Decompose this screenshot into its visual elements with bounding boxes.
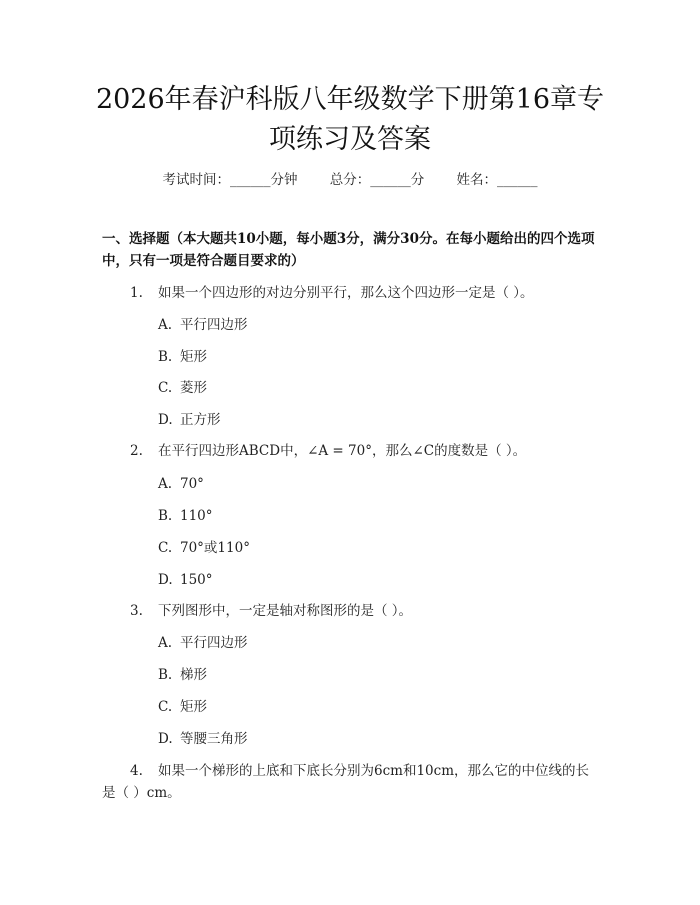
question-text: 在平行四边形ABCD中，∠A = 70°，那么∠C的度数是（ ）。 (158, 443, 527, 459)
question-2 (102, 440, 602, 462)
option-1a (158, 314, 248, 336)
question-1 (102, 282, 602, 304)
option-text: 矩形 (180, 349, 207, 365)
question-3 (102, 600, 602, 622)
exam-meta (0, 168, 700, 188)
question-text: 如果一个梯形的上底和下底长分别为6cm和10cm，那么它的中位线的长是（ ）cm。 (102, 763, 589, 801)
option-3a (158, 632, 248, 654)
option-text: 菱形 (180, 380, 207, 396)
option-text: 等腰三角形 (180, 731, 248, 747)
option-letter: D. (158, 412, 173, 428)
exam-time: 考试时间：______分钟 (162, 172, 298, 188)
option-letter: A. (158, 635, 173, 651)
option-2a (158, 473, 204, 495)
option-letter: A. (158, 317, 173, 333)
question-text: 下列图形中，一定是轴对称图形的是（ ）。 (158, 603, 413, 619)
option-text: 梯形 (180, 667, 207, 683)
option-letter: A. (158, 476, 173, 492)
option-letter: C. (158, 699, 173, 715)
student-name: 姓名：______ (456, 172, 538, 188)
option-3c (158, 696, 207, 718)
question-4 (102, 760, 602, 804)
document-title: 2026年春沪科版八年级数学下册第16章专项练习及答案 (95, 84, 605, 155)
option-text: 矩形 (180, 699, 207, 715)
option-1b (158, 346, 207, 368)
question-text: 如果一个四边形的对边分别平行，那么这个四边形一定是（ ）。 (158, 285, 534, 301)
option-letter: D. (158, 572, 173, 588)
question-number: 2. (130, 443, 143, 459)
option-letter: C. (158, 540, 173, 556)
question-number: 1. (130, 285, 143, 301)
question-number: 3. (130, 603, 143, 619)
option-text: 70° (180, 476, 204, 492)
option-3d (158, 728, 248, 750)
option-2d (158, 569, 213, 591)
option-3b (158, 664, 207, 686)
option-letter: B. (158, 667, 173, 683)
option-1d (158, 409, 221, 431)
option-2c (158, 537, 250, 559)
option-letter: B. (158, 349, 173, 365)
question-number: 4. (130, 763, 143, 779)
option-text: 平行四边形 (180, 317, 248, 333)
option-letter: D. (158, 731, 173, 747)
option-text: 70°或110° (180, 540, 250, 556)
option-text: 150° (180, 572, 213, 588)
section-heading: 一、选择题（本大题共10小题，每小题3分，满分30分。在每小题给出的四个选项中，只有一项是符合题目要求的） (102, 231, 595, 269)
option-text: 平行四边形 (180, 635, 248, 651)
option-text: 110° (180, 508, 213, 524)
option-1c (158, 377, 207, 399)
option-2b (158, 505, 213, 527)
option-text: 正方形 (180, 412, 221, 428)
option-letter: C. (158, 380, 173, 396)
option-letter: B. (158, 508, 173, 524)
total-score: 总分：______分 (329, 172, 425, 188)
